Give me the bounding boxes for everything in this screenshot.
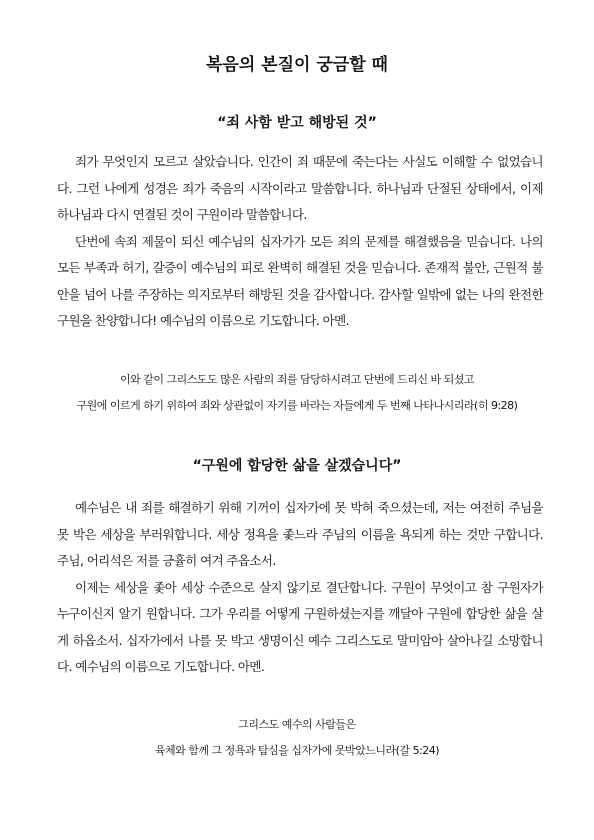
section-1-paragraph-2: 단번에 속죄 제물이 되신 예수님의 십자가가 모든 죄의 문제를 해결했음을 믿습니다. 나의 모든 부족과 허기, 갈증이 예수님의 피로 완벽히 해결된 것을 믿습니다. 존재적 불안, 근원적 불안을 넘어 나를 주장하는 의지로부터 해방된 것을 감사합니다. 감사할 일밖에 없는 나의 완전한 구원을 찬양합니다! 예수님의 이름으로 기도합니다. 아멘. (57, 233, 543, 328)
section-1-body (57, 149, 543, 335)
section-2-verse-line-1: 그리스도 예수의 사람들은 (238, 718, 356, 731)
section-2-verse (0, 712, 594, 764)
section-1-verse (0, 367, 594, 419)
section-2-paragraph-2: 이제는 세상을 좇아 세상 수준으로 살지 않기로 결단합니다. 구원이 무엇이고 참 구원자가 누구이신지 알기 원합니다. 그가 우리를 어떻게 구원하셨는지를 깨달아 구원에 합당한 삶을 살게 하옵소서. 십자가에서 나를 못 박고 생명이신 예수 그리스도로 말미암아 살아나길 소망합니다. 예수님의 이름으로 기도합니다. 아멘. (57, 579, 543, 674)
section-2-paragraph-1: 예수님은 내 죄를 해결하기 위해 기꺼이 십자가에 못 박혀 죽으셨는데, 저는 여전히 주님을 못 박은 세상을 부러워합니다. 세상 정욕을 좇느라 주님의 이름을 욕되게 하는 것만 구합니다. 주님, 어리석은 저를 긍휼히 여겨 주옵소서. (57, 500, 543, 568)
page-title: 복음의 본질이 궁금할 때 (206, 55, 388, 75)
section-2-body (57, 495, 543, 681)
section-1-verse-line-1: 이와 같이 그리스도도 많은 사람의 죄를 담당하시려고 단번에 드리신 바 되셨고 (120, 373, 474, 386)
section-1-paragraph-1: 죄가 무엇인지 모르고 살았습니다. 인간이 죄 때문에 죽는다는 사실도 이해할 수 없었습니다. 그런 나에게 성경은 죄가 죽음의 시작이라고 말씀합니다. 하나님과 단절된 상태에서, 이제 하나님과 다시 연결된 것이 구원이라 말씀합니다. (57, 154, 543, 222)
section-2-verse-line-2: 육체와 함께 그 정욕과 탐심을 십자가에 못박았느니라(갈 5:24) (154, 744, 440, 757)
section-2-heading: “구원에 합당한 삶을 살겠습니다” (192, 458, 402, 474)
section-1-verse-line-2: 구원에 이르게 하기 위하여 죄와 상관없이 자기를 바라는 자들에게 두 번째 나타나시리라(히 9:28) (76, 399, 518, 412)
section-1-heading: “죄 사함 받고 해방된 것” (217, 115, 377, 131)
